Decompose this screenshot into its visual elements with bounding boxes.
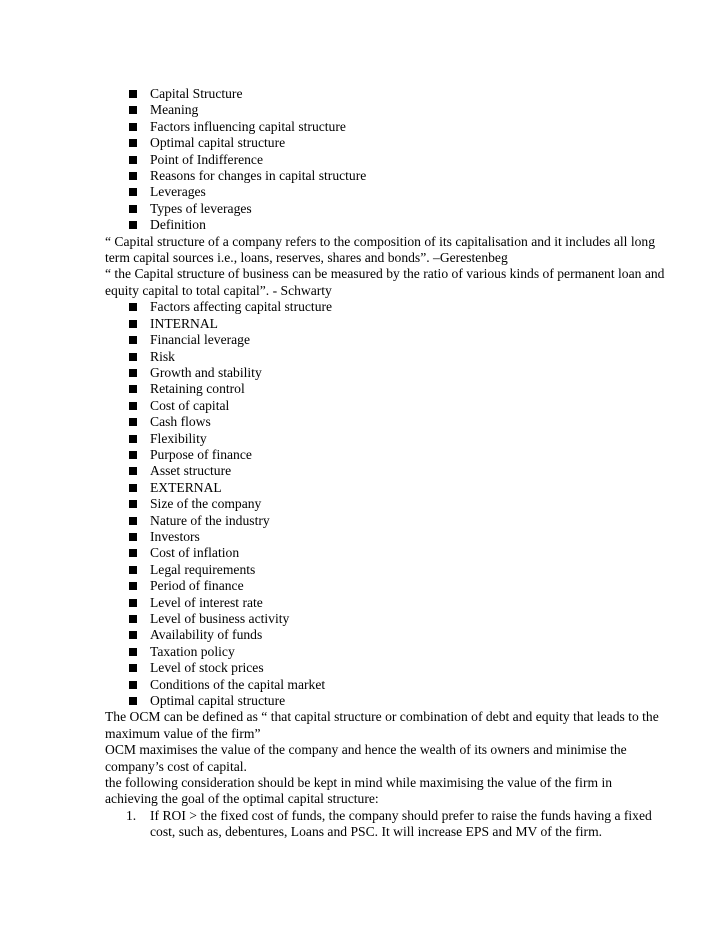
list-item-text: Financial leverage [150, 332, 251, 348]
square-bullet-icon [129, 221, 137, 229]
square-bullet-icon [129, 467, 137, 475]
list-item [105, 398, 665, 414]
list-item [105, 562, 665, 578]
list-item-text: Purpose of finance [150, 446, 252, 462]
list-item [105, 332, 665, 348]
square-bullet-icon [129, 369, 137, 377]
list-item [105, 217, 665, 233]
list-item [105, 414, 665, 430]
list-item-text: Growth and stability [150, 364, 262, 380]
list-item [105, 693, 665, 709]
factors-list [105, 299, 665, 709]
square-bullet-icon [129, 500, 137, 508]
list-item-text: Reasons for changes in capital structure [150, 168, 367, 184]
square-bullet-icon [129, 90, 137, 98]
square-bullet-icon [129, 697, 137, 705]
list-item [105, 365, 665, 381]
list-item-text: Optimal capital structure [150, 135, 286, 151]
list-item [105, 496, 665, 512]
list-item-text: EXTERNAL [150, 479, 222, 495]
square-bullet-icon [129, 418, 137, 426]
square-bullet-icon [129, 533, 137, 541]
square-bullet-icon [129, 599, 137, 607]
list-item-text: Size of the company [150, 496, 262, 512]
list-item [105, 660, 665, 676]
definition-schwarty: “ the Capital structure of business can be measured by the ratio of various kinds of permanent loan and equity capital to total capital”. - Schwarty [105, 266, 665, 298]
list-item [105, 349, 665, 365]
square-bullet-icon [129, 664, 137, 672]
ocm-maximises: OCM maximises the value of the company and hence the wealth of its owners and minimise the company’s cost of capital. [105, 742, 627, 774]
list-item-text: Retaining control [150, 381, 245, 397]
square-bullet-icon [129, 582, 137, 590]
list-item [105, 316, 665, 332]
list-item [105, 644, 665, 660]
list-item-text: Cost of inflation [150, 545, 240, 561]
list-item [105, 529, 665, 545]
square-bullet-icon [129, 139, 137, 147]
list-item-text: Meaning [150, 102, 199, 118]
list-item [105, 299, 665, 315]
square-bullet-icon [129, 336, 137, 344]
list-item [105, 447, 665, 463]
list-item-text: Level of stock prices [150, 660, 264, 676]
list-item-text: Investors [150, 528, 200, 544]
list-item [105, 152, 665, 168]
square-bullet-icon [129, 451, 137, 459]
numbered-item [105, 808, 665, 841]
list-item-text: Cost of capital [150, 397, 230, 413]
square-bullet-icon [129, 320, 137, 328]
list-item [105, 513, 665, 529]
list-item [105, 201, 665, 217]
list-item [105, 611, 665, 627]
list-item-text: Level of interest rate [150, 594, 263, 610]
list-item-text: Taxation policy [150, 643, 235, 659]
square-bullet-icon [129, 303, 137, 311]
list-item-text: Leverages [150, 184, 206, 200]
square-bullet-icon [129, 549, 137, 557]
list-item [105, 102, 665, 118]
list-item [105, 381, 665, 397]
list-item-text: Capital Structure [150, 86, 243, 101]
square-bullet-icon [129, 385, 137, 393]
list-item-text: Conditions of the capital market [150, 676, 326, 692]
list-item-text: Optimal capital structure [150, 693, 286, 709]
list-item-text: Level of business activity [150, 611, 290, 626]
document-content [105, 86, 665, 841]
topic-list [105, 86, 665, 234]
list-item-text: Cash flows [150, 414, 211, 430]
list-item-text: Legal requirements [150, 561, 256, 577]
list-item-text: Period of finance [150, 578, 244, 594]
list-item [105, 86, 665, 102]
list-item [105, 595, 665, 611]
square-bullet-icon [129, 681, 137, 689]
list-item [105, 578, 665, 594]
list-item-text: Definition [150, 217, 206, 233]
square-bullet-icon [129, 517, 137, 525]
list-item [105, 463, 665, 479]
list-item-text: INTERNAL [150, 315, 218, 331]
definition-gerestenbeg: “ Capital structure of a company refers to the composition of its capitalisation and it includes all long term capital sources i.e., loans, reserves, shares and bonds”. –Gerestenbeg [105, 233, 656, 266]
list-item [105, 135, 665, 151]
square-bullet-icon [129, 566, 137, 574]
list-item-text: Factors affecting capital structure [150, 299, 333, 315]
list-item-text: Nature of the industry [150, 512, 270, 528]
list-item-text: Availability of funds [150, 627, 263, 643]
consideration-text: the following consideration should be kept in mind while maximising the value of the firm in achieving the goal of the optimal capital structure: [105, 775, 613, 807]
list-item-text: Types of leverages [150, 200, 252, 216]
square-bullet-icon [129, 484, 137, 492]
list-item [105, 480, 665, 496]
list-item-text: Risk [150, 348, 175, 364]
square-bullet-icon [129, 648, 137, 656]
square-bullet-icon [129, 435, 137, 443]
numbered-item-marker: 1. [126, 807, 137, 823]
list-item [105, 627, 665, 643]
square-bullet-icon [129, 123, 137, 131]
list-item-text: Asset structure [150, 463, 232, 479]
square-bullet-icon [129, 631, 137, 639]
square-bullet-icon [129, 188, 137, 196]
list-item-text: Flexibility [150, 430, 207, 446]
square-bullet-icon [129, 205, 137, 213]
square-bullet-icon [129, 106, 137, 114]
square-bullet-icon [129, 156, 137, 164]
ocm-definition: The OCM can be defined as “ that capital structure or combination of debt and equity that leads to the maximum value of the firm” [105, 709, 659, 741]
square-bullet-icon [129, 353, 137, 361]
list-item-text: Factors influencing capital structure [150, 118, 346, 134]
numbered-item-text: If ROI > the fixed cost of funds, the company should prefer to raise the funds having a fixed cost, such as, debentures, Loans and PSC. It will increase EPS and MV of the firm. [150, 807, 652, 840]
list-item-text: Point of Indifference [150, 151, 263, 167]
list-item [105, 184, 665, 200]
list-item [105, 677, 665, 693]
list-item [105, 431, 665, 447]
list-item [105, 545, 665, 561]
square-bullet-icon [129, 172, 137, 180]
numbered-list [105, 808, 665, 841]
list-item [105, 168, 665, 184]
square-bullet-icon [129, 615, 137, 623]
square-bullet-icon [129, 402, 137, 410]
list-item [105, 119, 665, 135]
